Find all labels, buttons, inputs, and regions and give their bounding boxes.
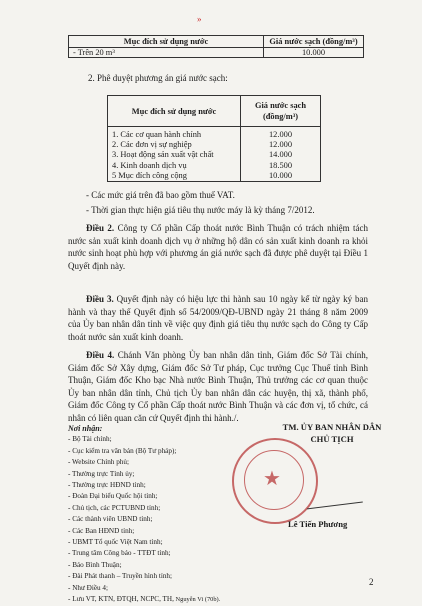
list-item: - Báo Bình Thuận;	[68, 560, 122, 569]
page-number: 2	[369, 577, 374, 587]
table2-row-value: 10.000	[268, 170, 293, 180]
signature-block	[272, 421, 392, 445]
recipients-title: Nơi nhận:	[68, 424, 103, 433]
seal-star-icon: ★	[263, 468, 281, 490]
official-seal-stamp	[232, 438, 318, 524]
list-item: - Đoàn Đại biểu Quốc hội tỉnh;	[68, 492, 158, 501]
list-item: - Chủ tịch, các PCTUBND tỉnh;	[68, 503, 161, 512]
table2-row-label: 5 Mục đích công cộng	[112, 170, 187, 180]
table-row	[69, 48, 364, 58]
table1-header-price: Giá nước sạch (đồng/m³)	[264, 36, 364, 48]
page-mark: »	[197, 14, 202, 24]
table2-row-value: 18.500	[268, 160, 293, 170]
article-4	[68, 349, 368, 425]
vat-note: - Các mức giá trên đã bao gồm thuế VAT.	[86, 190, 235, 200]
table2-row-value: 12.000	[268, 140, 293, 150]
table2-row-label: 1. Các cơ quan hành chính	[112, 130, 202, 139]
table2-header-price: Giá nước sạch (đồng/m³)	[241, 96, 321, 127]
period-note: - Thời gian thực hiện giá tiêu thụ nước máy là kỳ tháng 7/2012.	[86, 205, 315, 215]
list-item: - Thường trực Tỉnh ủy;	[68, 469, 135, 478]
list-item: - Như Điều 4;	[68, 583, 109, 592]
table2-row-label: 2. Các đơn vị sự nghiệp	[112, 140, 192, 150]
table2-row-label: 3. Hoạt động sản xuất vật chất	[112, 150, 214, 160]
table1-header-purpose: Mục đích sử dụng nước	[69, 36, 264, 48]
list-item: - Bộ Tài chính;	[68, 435, 112, 444]
water-price-table-top	[68, 35, 364, 58]
recipients-list	[68, 423, 220, 606]
list-item: - Các Ban HĐND tỉnh;	[68, 526, 135, 535]
article-3	[68, 293, 368, 343]
article-4-title: Điều 4.	[86, 350, 115, 360]
list-item: - Website Chính phủ;	[68, 458, 129, 467]
section-2-heading: 2. Phê duyệt phương án giá nước sạch:	[88, 73, 228, 83]
list-item: - Đài Phát thanh – Truyền hình tỉnh;	[68, 572, 173, 581]
article-2-text: Công ty Cổ phần Cấp thoát nước Bình Thuận có trách nhiệm tách nước sản xuất kinh doanh dịch vụ ở những hộ dân có sản xuất kinh doanh ra khỏi nước sinh hoạt phù hợp với phương án giá nước sạch đã được phê duyệt tại Điều 1 Quyết định này.	[68, 223, 368, 271]
article-2-title: Điều 2.	[86, 223, 115, 233]
table2-header-purpose: Mục đích sử dụng nước	[108, 96, 241, 127]
article-2	[68, 222, 368, 272]
list-item: - Thường trực HĐND tỉnh;	[68, 481, 146, 490]
list-item: - Các thành viên UBND tỉnh;	[68, 515, 153, 524]
table1-row-value: 10.000	[264, 48, 364, 58]
signature-role: CHỦ TỊCH	[310, 434, 354, 444]
table-row	[108, 127, 321, 182]
recipients-last-suffix: Nguyễn Vi (70b).	[173, 596, 221, 604]
table2-row-label: 4. Kinh doanh dịch vụ	[112, 160, 187, 170]
article-3-title: Điều 3.	[86, 294, 114, 304]
recipients-last-item: - Lưu VT, KTN, ĐTQH, NCPC, TH,	[68, 595, 174, 604]
list-item: - UBMT Tổ quốc Việt Nam tỉnh;	[68, 538, 163, 547]
table1-row-label: - Trên 20 m³	[69, 48, 264, 58]
article-4-text: Chánh Văn phòng Ủy ban nhân dân tỉnh, Giám đốc Sở Tài chính, Giám đốc Sở Xây dựng, Giám đốc Sở Tư pháp, Cục trưởng Cục Thuế tỉnh Bình Thuận, Giám đốc Kho bạc Nhà nước Bình Thuận, Thủ trưởng các cơ quan thuộc Ủy ban nhân dân tỉnh, Chủ tịch Ủy ban nhân dân các huyện, thị xã, thành phố, Giám đốc Công ty Cổ phần Cấp thoát nước Bình Thuận và các đơn vị, tổ chức, cá nhân có liên quan căn cứ Quyết định thi hành./.	[68, 350, 368, 423]
signature-org: TM. ỦY BAN NHÂN DÂN	[282, 422, 382, 432]
article-3-text: Quyết định này có hiệu lực thi hành sau 10 ngày kể từ ngày ký ban hành và thay thế Quyết định số 54/2009/QĐ-UBND ngày 21 tháng 8 năm 2009 của Ủy ban nhân dân tỉnh về việc quy định giá tiêu thụ nước sạch do Công ty Cấp thoát nước sản xuất kinh doanh.	[68, 294, 369, 342]
water-price-table-approved	[107, 95, 321, 182]
signer-name: Lê Tiến Phương	[288, 519, 348, 529]
table2-row-value: 14.000	[268, 150, 293, 160]
list-item: - Cục kiểm tra văn bản (Bộ Tư pháp);	[68, 446, 177, 455]
table2-row-value: 12.000	[268, 130, 293, 139]
list-item: - Trung tâm Công báo - TTĐT tỉnh;	[68, 549, 171, 558]
